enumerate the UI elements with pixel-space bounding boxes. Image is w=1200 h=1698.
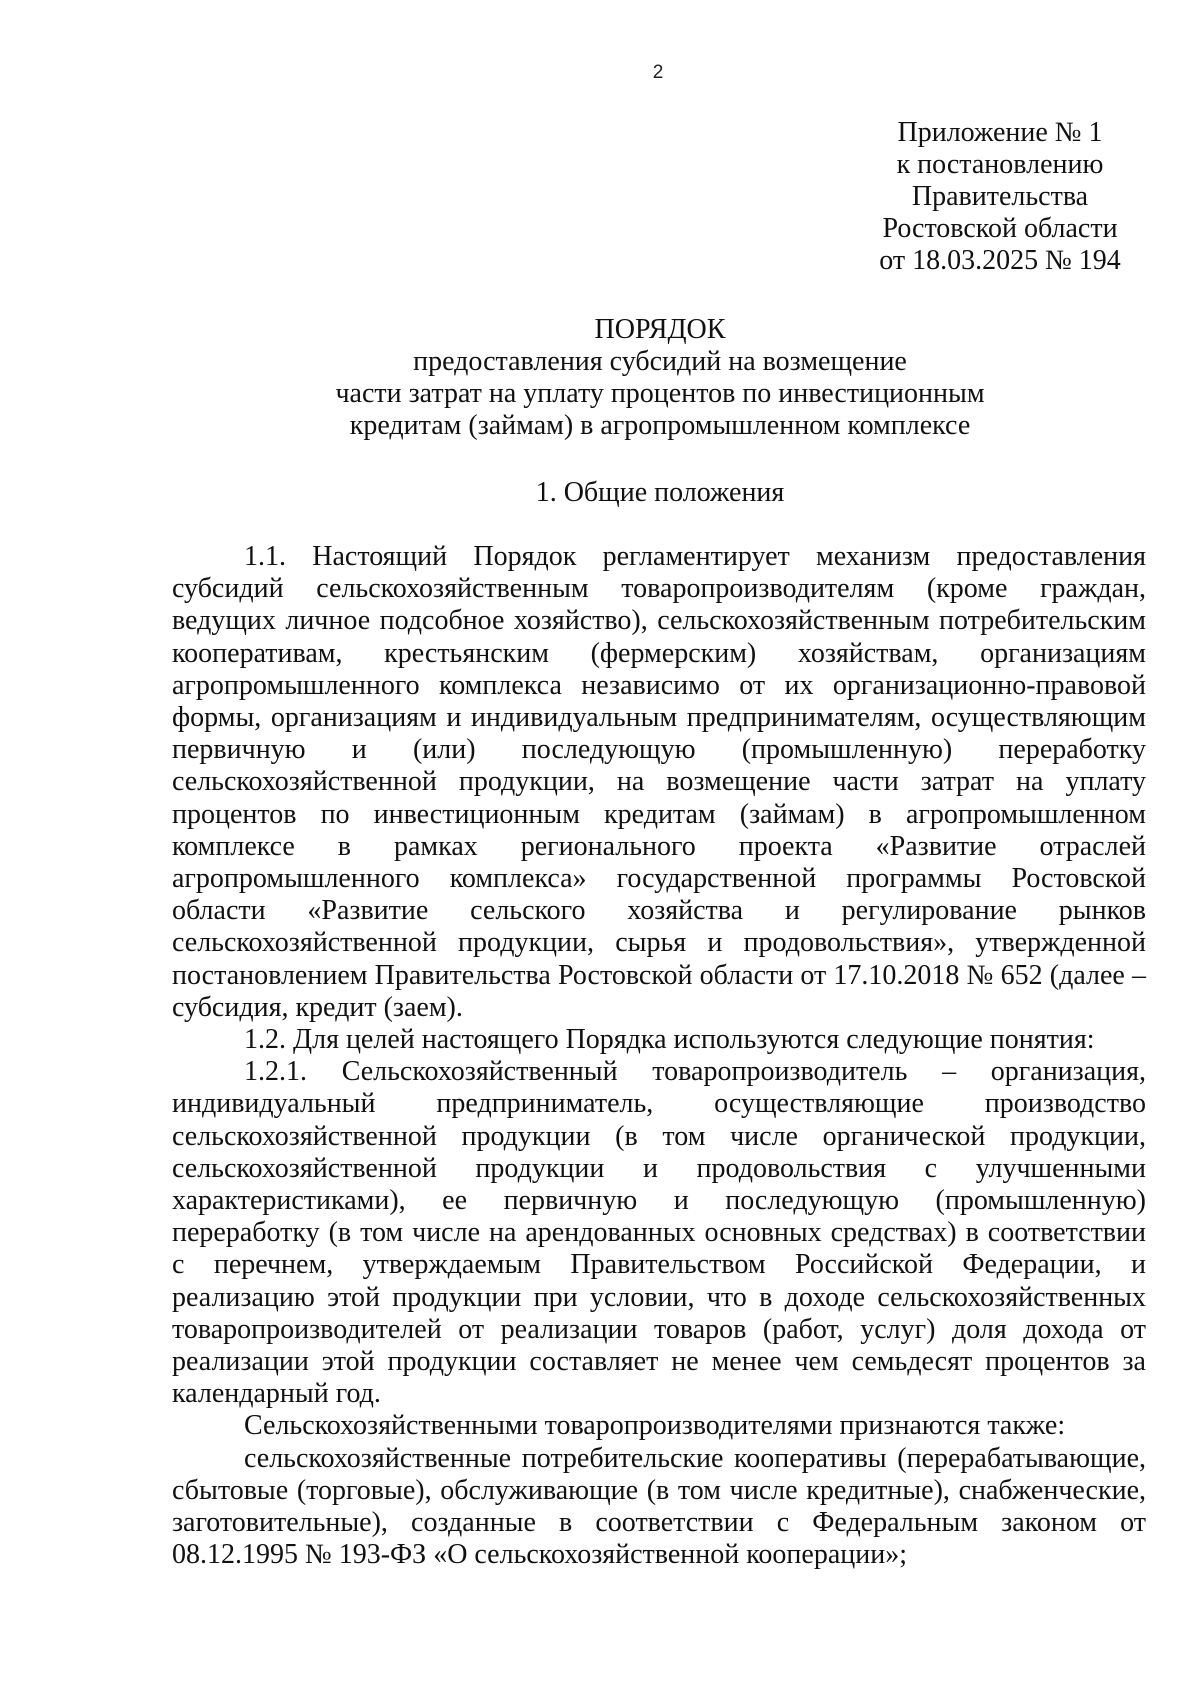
title-subtitle-line: предоставления субсидий на возмещение: [413, 346, 907, 377]
appendix-line: от 18.03.2025 № 194: [879, 245, 1121, 276]
title-subtitle-line: части затрат на уплату процентов по инвестиционным: [335, 378, 985, 409]
title-subtitle-line: кредитам (займам) в агропромышленном комплексе: [349, 410, 971, 441]
paragraph: сельскохозяйственные потребительские кооперативы (перерабатывающие, сбытовые (торговые), обслуживающие (в том числе кредитные), снабженческие, заготовительные), созданные в соответствии с Федеральным законом от 08.12.1995 № 193-ФЗ «О сельскохозяйственной кооперации»;: [172, 1442, 1146, 1571]
title-main: ПОРЯДОК: [594, 314, 726, 345]
paragraph: 1.2. Для целей настоящего Порядка используются следующие понятия:: [244, 1024, 1095, 1056]
appendix-line: Приложение № 1: [897, 117, 1103, 148]
appendix-stamp: [840, 117, 1160, 277]
paragraph: 1.2.1. Сельскохозяйственный товаропроизводитель – организация, индивидуальный предприниматель, осуществляющие производство сельскохозяйственной продукции (в том числе органической продукции, сельскохозяйственной продукции и продовольствия с улучшенными характеристиками), ее первичную и последующую (промышленную) переработку (в том числе на арендованных основных средствах) в соответствии с перечнем, утверждаемым Правительством Российской Федерации, и реализацию этой продукции при условии, что в доходе сельскохозяйственных товаропроизводителей от реализации товаров (работ, услуг) доля дохода от реализации этой продукции составляет не менее чем семьдесят процентов за календарный год.: [172, 1056, 1146, 1410]
document-body: [172, 541, 1146, 1572]
appendix-line: к постановлению: [896, 149, 1104, 180]
appendix-line: Правительства: [911, 181, 1089, 212]
paragraph: Сельскохозяйственными товаропроизводителями признаются также:: [244, 1410, 1066, 1442]
page-number: 2: [652, 62, 664, 83]
document-title: [160, 314, 1160, 442]
paragraph: 1.1. Настоящий Порядок регламентирует механизм предоставления субсидий сельскохозяйственным товаропроизводителям (кроме граждан, ведущих личное подсобное хозяйство), сельскохозяйственным потребительским кооперативам, крестьянским (фермерским) хозяйствам, организациям агропромышленного комплекса независимо от их организационно-правовой формы, организациям и индивидуальным предпринимателям, осуществляющим первичную и (или) последующую (промышленную) переработку сельскохозяйственной продукции, на возмещение части затрат на уплату процентов по инвестиционным кредитам (займам) в агропромышленном комплексе в рамках регионального проекта «Развитие отраслей агропромышленного комплекса» государственной программы Ростовской области «Развитие сельского хозяйства и регулирование рынков сельскохозяйственной продукции, сырья и продовольствия», утвержденной постановлением Правительства Ростовской области от 17.10.2018 № 652 (далее – субсидия, кредит (заем).: [172, 541, 1146, 1023]
appendix-line: Ростовской области: [882, 213, 1118, 244]
section-heading: 1. Общие положения: [535, 477, 785, 508]
